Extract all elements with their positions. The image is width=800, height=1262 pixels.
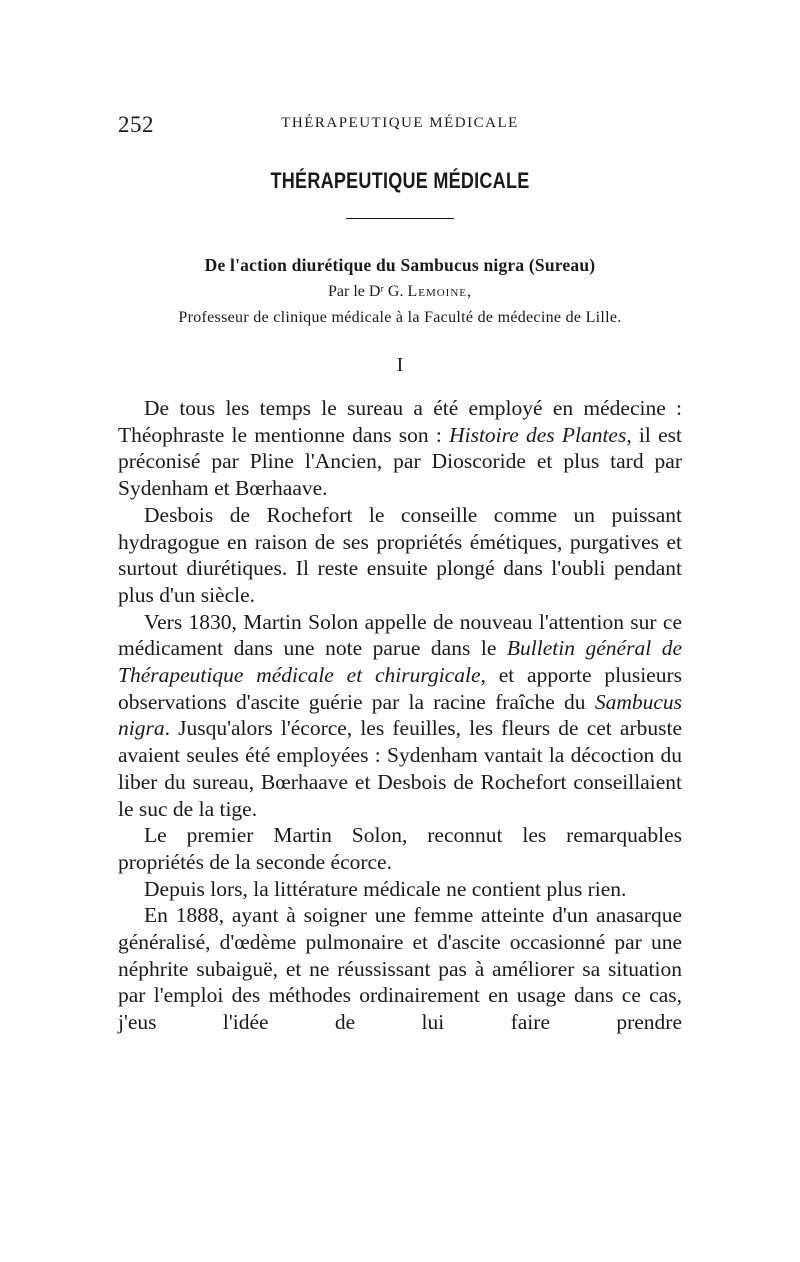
book-title: Histoire des Plantes <box>449 422 627 447</box>
author-affiliation: Professeur de clinique médicale à la Faculté de médecine de Lille. <box>178 309 622 326</box>
page-number: 252 <box>118 112 154 137</box>
paragraph: Desbois de Rochefort le conseille comme un puissant hydragogue en raison de ses propriétés émétiques, purgatives et surtout diurétiques. Il reste ensuite plongé dans l'oubli pendant plus d'un siècle. <box>118 502 682 607</box>
paragraph-text: , il est préconisé par Pline l'Ancien, par Dioscoride et plus tard par Sydenham et Bœrhaave. <box>118 422 682 501</box>
paragraph: En 1888, ayant à soigner une femme atteinte d'un anasarque généralisé, d'œdème pulmonaire et d'ascite occasionné par une néphrite subaiguë, et ne réussissant pas à améliorer sa situation par l'emploi des méthodes ordinairement en usage dans ce cas, j'eus l'idée de lui faire prendre <box>118 903 682 1035</box>
byline-prefix: Par le Dʳ G. <box>327 283 404 300</box>
section-title: THÉRAPEUTIQUE MÉDICALE <box>270 168 530 193</box>
author-surname: Lemoine, <box>407 283 472 300</box>
byline <box>118 283 682 301</box>
paragraph-text: , et apporte plusieurs observations d'ascite guérie par la racine fraîche du <box>118 663 682 714</box>
running-title: THÉRAPEUTIQUE MÉDICALE <box>281 115 519 131</box>
running-head <box>118 112 682 142</box>
paragraph-text: Vers 1830, Martin Solon appelle de nouveau l'attention sur ce médicament dans une note parue dans le <box>118 609 682 661</box>
section-numeral: I <box>396 354 404 376</box>
paragraph: Depuis lors, la littérature médicale ne contient plus rien. <box>144 876 627 901</box>
title-rule <box>346 218 454 219</box>
body-text <box>118 395 682 1036</box>
paragraph-text: . Jusqu'alors l'écorce, les feuilles, les fleurs de cet arbuste avaient seules été employées : Sydenham vantait la décoction du liber du sureau, Bœrhaave et Desbois de Rochefort conseillaient le suc de la tige. <box>118 716 682 821</box>
paragraph <box>118 609 682 823</box>
journal-title: Bulletin général de Thérapeutique médicale et chirurgicale <box>118 636 682 688</box>
paragraph <box>118 395 682 502</box>
paragraph-text: De tous les temps le sureau a été employé en médecine : Théophraste le mentionne dans son : <box>118 396 682 447</box>
paragraph: Le premier Martin Solon, reconnut les remarquables propriétés de la seconde écorce. <box>118 823 682 874</box>
article-title: De l'action diurétique du Sambucus nigra (Sureau) <box>204 255 596 275</box>
species-name: Sambucus nigra <box>118 689 682 741</box>
